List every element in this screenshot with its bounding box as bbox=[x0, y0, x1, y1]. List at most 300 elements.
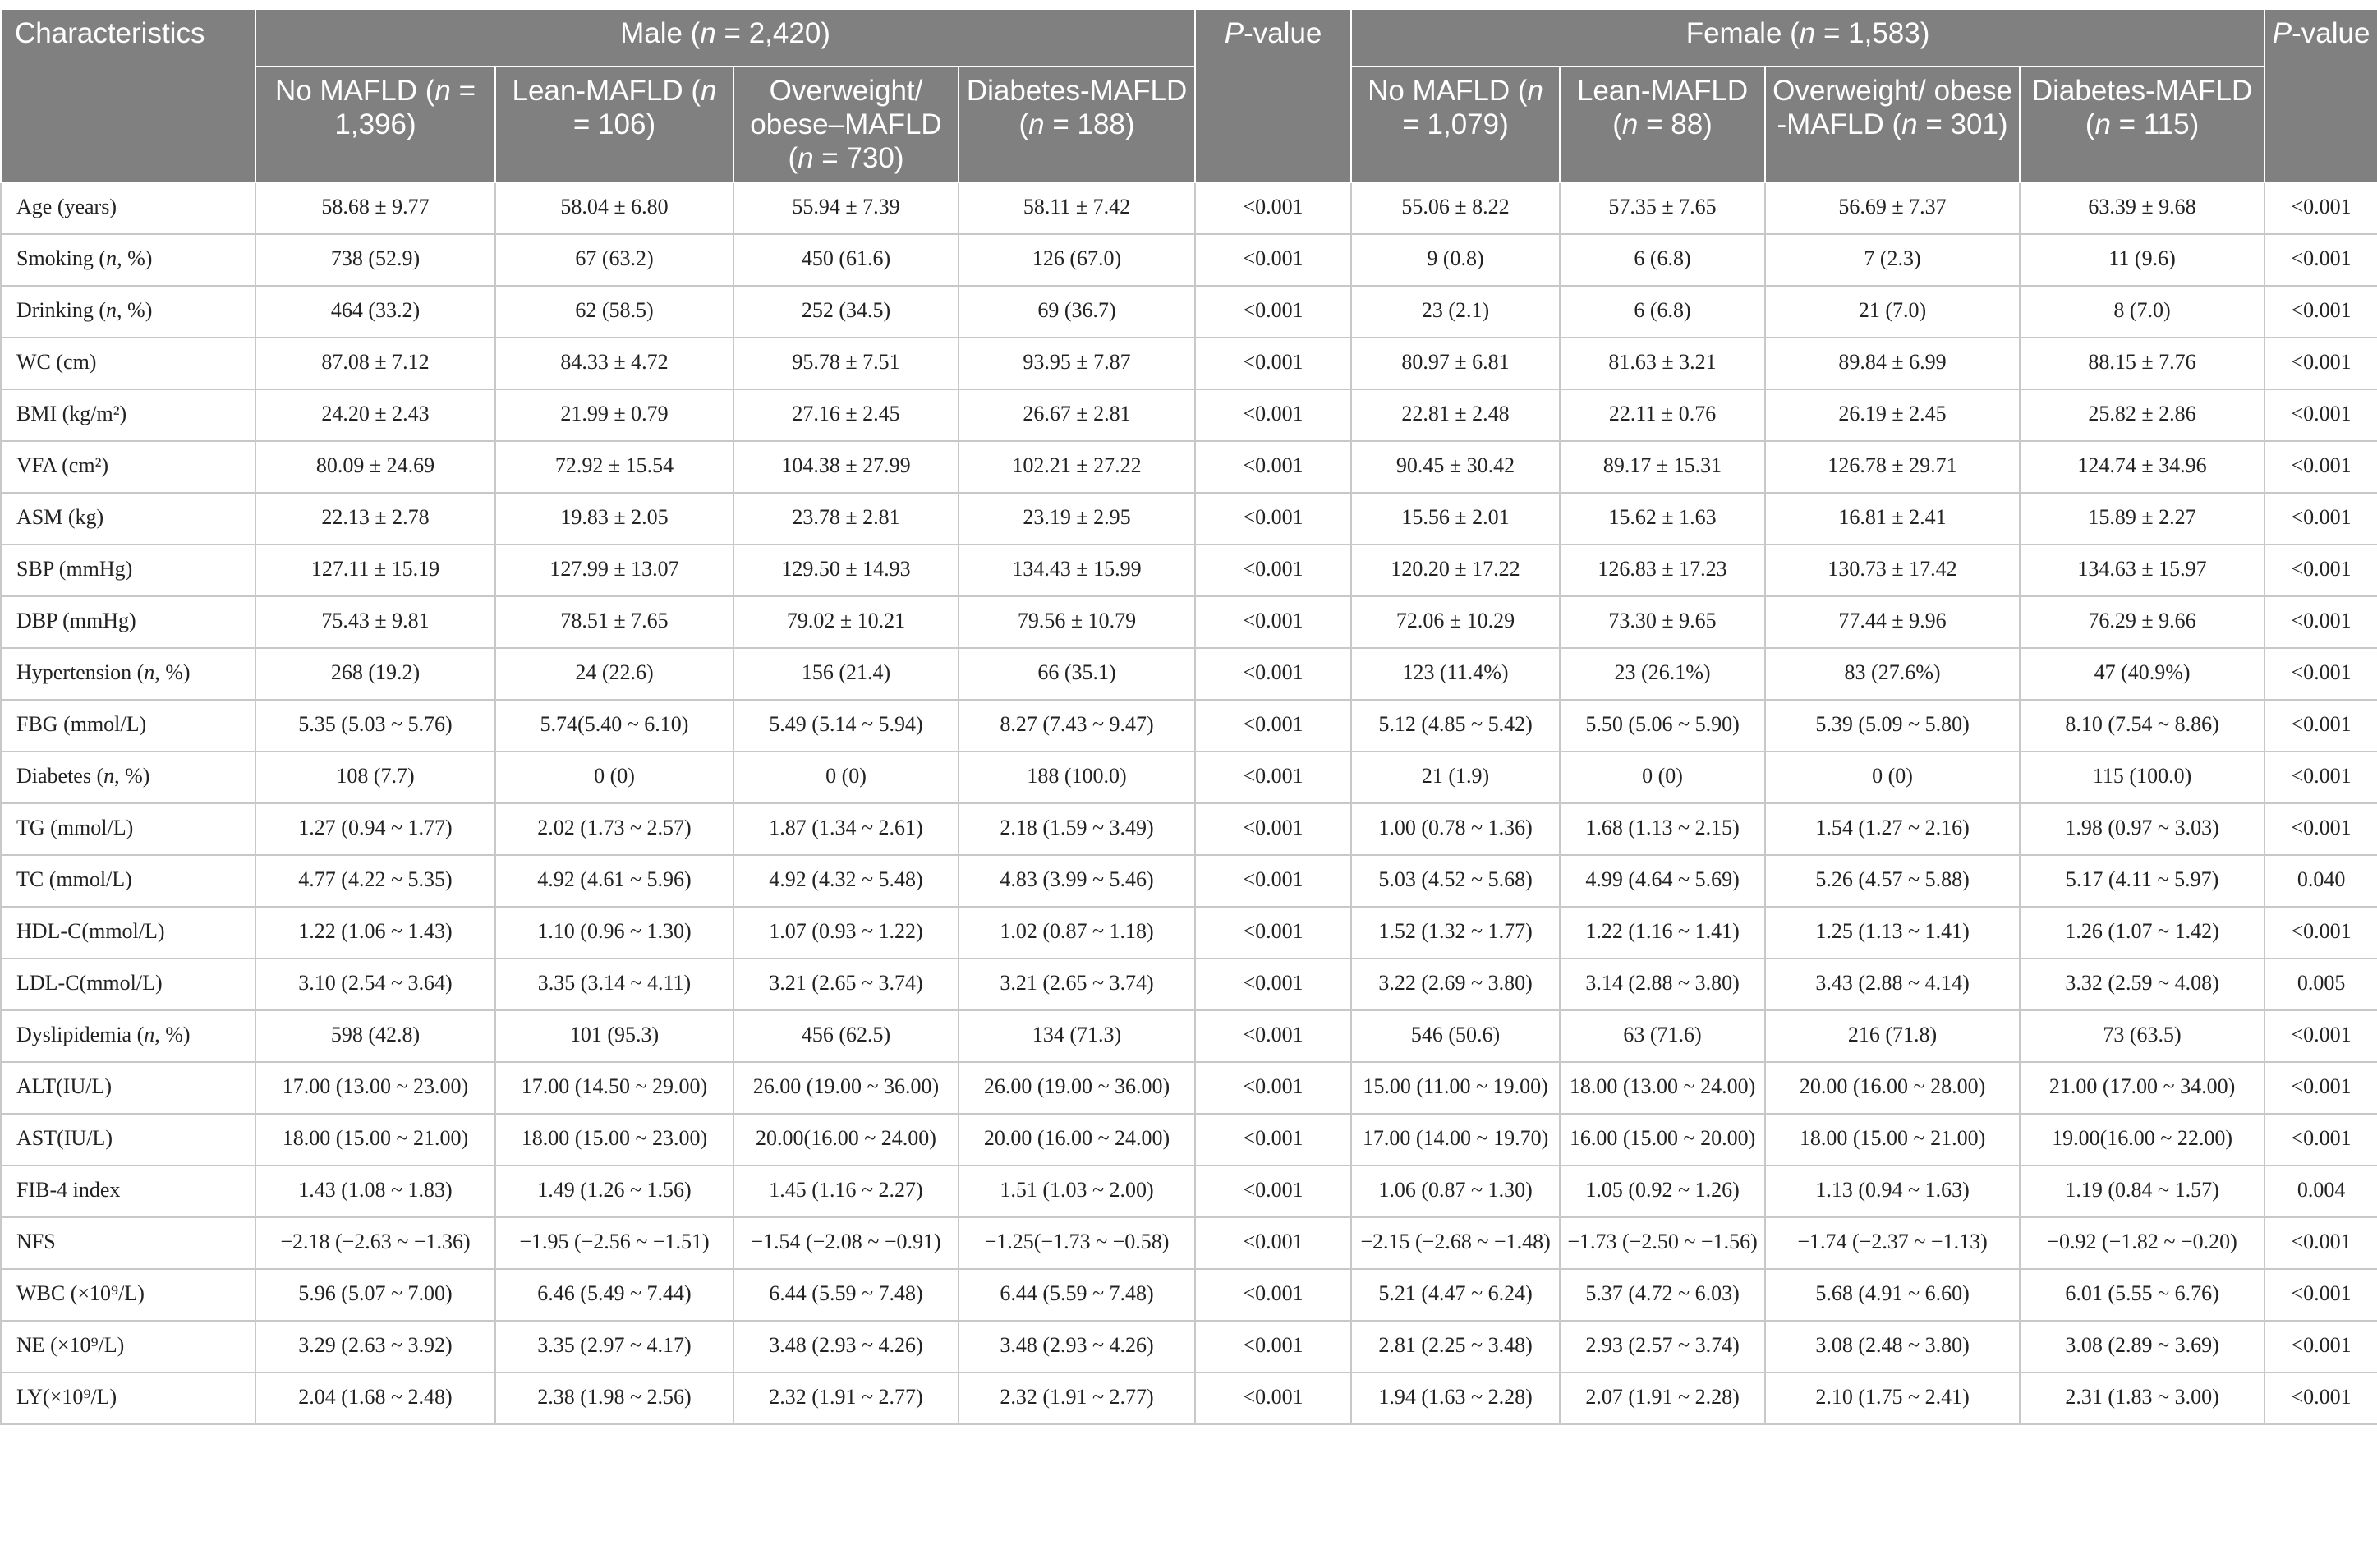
p-value-cell: <0.001 bbox=[1195, 855, 1351, 907]
table-cell: 20.00(16.00 ~ 24.00) bbox=[733, 1114, 959, 1166]
table-cell: 1.52 (1.32 ~ 1.77) bbox=[1351, 907, 1560, 959]
p-value-cell: <0.001 bbox=[1195, 648, 1351, 700]
table-row bbox=[1, 1062, 2377, 1114]
p-value-cell: <0.001 bbox=[2264, 545, 2377, 596]
table-cell: 18.00 (15.00 ~ 21.00) bbox=[1765, 1114, 2020, 1166]
table-cell: 5.49 (5.14 ~ 5.94) bbox=[733, 700, 959, 752]
p-value-cell: <0.001 bbox=[1195, 1010, 1351, 1062]
p-value-cell: <0.001 bbox=[1195, 389, 1351, 441]
table-cell: 83 (27.6%) bbox=[1765, 648, 2020, 700]
row-label: Diabetes (n, %) bbox=[1, 752, 255, 803]
row-label: WC (cm) bbox=[1, 338, 255, 389]
table-cell: 0 (0) bbox=[495, 752, 733, 803]
table-cell: 0 (0) bbox=[1560, 752, 1765, 803]
p-value-cell: <0.001 bbox=[2264, 389, 2377, 441]
header-female-no-mafld: No MAFLD (n = 1,079) bbox=[1351, 67, 1560, 182]
table-row bbox=[1, 648, 2377, 700]
table-cell: 90.45 ± 30.42 bbox=[1351, 441, 1560, 493]
table-cell: −1.74 (−2.37 ~ −1.13) bbox=[1765, 1217, 2020, 1269]
table-cell: 1.51 (1.03 ~ 2.00) bbox=[959, 1166, 1195, 1217]
table-cell: 1.00 (0.78 ~ 1.36) bbox=[1351, 803, 1560, 855]
table-row bbox=[1, 907, 2377, 959]
p-value-cell: 0.040 bbox=[2264, 855, 2377, 907]
table-cell: 2.32 (1.91 ~ 2.77) bbox=[733, 1373, 959, 1424]
table-cell: 23.19 ± 2.95 bbox=[959, 493, 1195, 545]
table-cell: 6.44 (5.59 ~ 7.48) bbox=[959, 1269, 1195, 1321]
header-p-value-male: P-value bbox=[1195, 9, 1351, 182]
table-row bbox=[1, 1114, 2377, 1166]
p-value-cell: <0.001 bbox=[2264, 338, 2377, 389]
table-cell: 115 (100.0) bbox=[2020, 752, 2264, 803]
table-cell: 11 (9.6) bbox=[2020, 234, 2264, 286]
table-cell: 58.11 ± 7.42 bbox=[959, 182, 1195, 234]
table-cell: 5.21 (4.47 ~ 6.24) bbox=[1351, 1269, 1560, 1321]
p-value-cell: <0.001 bbox=[1195, 286, 1351, 338]
header-male-overweight-mafld: Overweight/ obese–MAFLD (n = 730) bbox=[733, 67, 959, 182]
p-value-cell: <0.001 bbox=[2264, 441, 2377, 493]
p-value-cell: <0.001 bbox=[1195, 1217, 1351, 1269]
table-cell: 1.10 (0.96 ~ 1.30) bbox=[495, 907, 733, 959]
table-cell: 56.69 ± 7.37 bbox=[1765, 182, 2020, 234]
table-cell: 4.92 (4.32 ~ 5.48) bbox=[733, 855, 959, 907]
table-cell: 15.00 (11.00 ~ 19.00) bbox=[1351, 1062, 1560, 1114]
table-cell: 78.51 ± 7.65 bbox=[495, 596, 733, 648]
p-value-cell: <0.001 bbox=[2264, 700, 2377, 752]
table-cell: 5.96 (5.07 ~ 7.00) bbox=[255, 1269, 495, 1321]
table-cell: 21 (7.0) bbox=[1765, 286, 2020, 338]
table-cell: 15.56 ± 2.01 bbox=[1351, 493, 1560, 545]
p-value-cell: <0.001 bbox=[2264, 1269, 2377, 1321]
header-female-diabetes-mafld: Diabetes-MAFLD (n = 115) bbox=[2020, 67, 2264, 182]
table-cell: 24.20 ± 2.43 bbox=[255, 389, 495, 441]
header-characteristics: Characteristics bbox=[1, 9, 255, 182]
table-cell: 1.02 (0.87 ~ 1.18) bbox=[959, 907, 1195, 959]
table-cell: 72.92 ± 15.54 bbox=[495, 441, 733, 493]
header-female-lean-mafld: Lean-MAFLD (n = 88) bbox=[1560, 67, 1765, 182]
table-cell: 1.54 (1.27 ~ 2.16) bbox=[1765, 803, 2020, 855]
p-value-cell: <0.001 bbox=[2264, 752, 2377, 803]
table-cell: 18.00 (15.00 ~ 21.00) bbox=[255, 1114, 495, 1166]
p-value-cell: <0.001 bbox=[2264, 493, 2377, 545]
table-row bbox=[1, 493, 2377, 545]
table-cell: 6 (6.8) bbox=[1560, 234, 1765, 286]
table-cell: 26.00 (19.00 ~ 36.00) bbox=[959, 1062, 1195, 1114]
table-row bbox=[1, 182, 2377, 234]
row-label: Hypertension (n, %) bbox=[1, 648, 255, 700]
header-male-lean-mafld: Lean-MAFLD (n = 106) bbox=[495, 67, 733, 182]
table-cell: 450 (61.6) bbox=[733, 234, 959, 286]
table-cell: 3.35 (2.97 ~ 4.17) bbox=[495, 1321, 733, 1373]
table-cell: 127.11 ± 15.19 bbox=[255, 545, 495, 596]
table-cell: 1.27 (0.94 ~ 1.77) bbox=[255, 803, 495, 855]
table-cell: 1.87 (1.34 ~ 2.61) bbox=[733, 803, 959, 855]
table-cell: 108 (7.7) bbox=[255, 752, 495, 803]
table-row bbox=[1, 1269, 2377, 1321]
table-cell: −1.73 (−2.50 ~ −1.56) bbox=[1560, 1217, 1765, 1269]
p-value-cell: <0.001 bbox=[1195, 596, 1351, 648]
table-cell: 95.78 ± 7.51 bbox=[733, 338, 959, 389]
table-cell: 8 (7.0) bbox=[2020, 286, 2264, 338]
characteristics-table bbox=[0, 8, 2377, 1425]
table-cell: 3.08 (2.48 ~ 3.80) bbox=[1765, 1321, 2020, 1373]
p-value-cell: <0.001 bbox=[1195, 907, 1351, 959]
table-row bbox=[1, 700, 2377, 752]
table-cell: 58.68 ± 9.77 bbox=[255, 182, 495, 234]
row-label: FIB-4 index bbox=[1, 1166, 255, 1217]
table-cell: 6.01 (5.55 ~ 6.76) bbox=[2020, 1269, 2264, 1321]
table-cell: 5.39 (5.09 ~ 5.80) bbox=[1765, 700, 2020, 752]
row-label: SBP (mmHg) bbox=[1, 545, 255, 596]
table-cell: 130.73 ± 17.42 bbox=[1765, 545, 2020, 596]
p-value-cell: <0.001 bbox=[2264, 907, 2377, 959]
table-row bbox=[1, 389, 2377, 441]
table-cell: 79.02 ± 10.21 bbox=[733, 596, 959, 648]
table-cell: 2.18 (1.59 ~ 3.49) bbox=[959, 803, 1195, 855]
p-value-cell: 0.004 bbox=[2264, 1166, 2377, 1217]
table-cell: 7 (2.3) bbox=[1765, 234, 2020, 286]
table-cell: 80.09 ± 24.69 bbox=[255, 441, 495, 493]
header-p-value-female: P-value bbox=[2264, 9, 2377, 182]
table-cell: 5.12 (4.85 ~ 5.42) bbox=[1351, 700, 1560, 752]
table-cell: 26.67 ± 2.81 bbox=[959, 389, 1195, 441]
table-row bbox=[1, 596, 2377, 648]
table-cell: 4.99 (4.64 ~ 5.69) bbox=[1560, 855, 1765, 907]
table-cell: 21.99 ± 0.79 bbox=[495, 389, 733, 441]
table-cell: 3.10 (2.54 ~ 3.64) bbox=[255, 959, 495, 1010]
table-cell: 3.21 (2.65 ~ 3.74) bbox=[733, 959, 959, 1010]
table-cell: 9 (0.8) bbox=[1351, 234, 1560, 286]
table-cell: 598 (42.8) bbox=[255, 1010, 495, 1062]
table-cell: 1.68 (1.13 ~ 2.15) bbox=[1560, 803, 1765, 855]
table-cell: 16.00 (15.00 ~ 20.00) bbox=[1560, 1114, 1765, 1166]
table-cell: 17.00 (14.00 ~ 19.70) bbox=[1351, 1114, 1560, 1166]
table-cell: 1.19 (0.84 ~ 1.57) bbox=[2020, 1166, 2264, 1217]
table-cell: 464 (33.2) bbox=[255, 286, 495, 338]
table-cell: −1.25(−1.73 ~ −0.58) bbox=[959, 1217, 1195, 1269]
table-cell: −0.92 (−1.82 ~ −0.20) bbox=[2020, 1217, 2264, 1269]
table-cell: 3.08 (2.89 ~ 3.69) bbox=[2020, 1321, 2264, 1373]
p-value-cell: <0.001 bbox=[1195, 338, 1351, 389]
table-cell: 22.11 ± 0.76 bbox=[1560, 389, 1765, 441]
table-cell: 89.17 ± 15.31 bbox=[1560, 441, 1765, 493]
table-row bbox=[1, 1373, 2377, 1424]
table-cell: 104.38 ± 27.99 bbox=[733, 441, 959, 493]
table-cell: 134 (71.3) bbox=[959, 1010, 1195, 1062]
table-cell: 57.35 ± 7.65 bbox=[1560, 182, 1765, 234]
table-cell: 25.82 ± 2.86 bbox=[2020, 389, 2264, 441]
table-cell: 8.10 (7.54 ~ 8.86) bbox=[2020, 700, 2264, 752]
table-cell: 1.22 (1.06 ~ 1.43) bbox=[255, 907, 495, 959]
table-cell: 216 (71.8) bbox=[1765, 1010, 2020, 1062]
table-cell: 0 (0) bbox=[733, 752, 959, 803]
p-value-cell: <0.001 bbox=[1195, 1321, 1351, 1373]
table-cell: 88.15 ± 7.76 bbox=[2020, 338, 2264, 389]
p-value-cell: <0.001 bbox=[1195, 1062, 1351, 1114]
table-cell: 456 (62.5) bbox=[733, 1010, 959, 1062]
table-cell: 5.35 (5.03 ~ 5.76) bbox=[255, 700, 495, 752]
table-cell: 8.27 (7.43 ~ 9.47) bbox=[959, 700, 1195, 752]
p-value-cell: <0.001 bbox=[2264, 596, 2377, 648]
p-value-cell: <0.001 bbox=[1195, 959, 1351, 1010]
table-cell: 23 (2.1) bbox=[1351, 286, 1560, 338]
table-cell: 73.30 ± 9.65 bbox=[1560, 596, 1765, 648]
table-cell: 188 (100.0) bbox=[959, 752, 1195, 803]
table-cell: 268 (19.2) bbox=[255, 648, 495, 700]
table-row bbox=[1, 545, 2377, 596]
table-cell: 5.50 (5.06 ~ 5.90) bbox=[1560, 700, 1765, 752]
p-value-cell: <0.001 bbox=[2264, 1062, 2377, 1114]
table-row bbox=[1, 959, 2377, 1010]
table-cell: −1.95 (−2.56 ~ −1.51) bbox=[495, 1217, 733, 1269]
table-cell: 26.00 (19.00 ~ 36.00) bbox=[733, 1062, 959, 1114]
table-cell: 89.84 ± 6.99 bbox=[1765, 338, 2020, 389]
p-value-cell: <0.001 bbox=[2264, 1373, 2377, 1424]
row-label: Dyslipidemia (n, %) bbox=[1, 1010, 255, 1062]
table-cell: 127.99 ± 13.07 bbox=[495, 545, 733, 596]
table-cell: 3.48 (2.93 ~ 4.26) bbox=[733, 1321, 959, 1373]
table-cell: 4.83 (3.99 ~ 5.46) bbox=[959, 855, 1195, 907]
table-cell: 5.74(5.40 ~ 6.10) bbox=[495, 700, 733, 752]
table-cell: 3.35 (3.14 ~ 4.11) bbox=[495, 959, 733, 1010]
table-cell: 5.03 (4.52 ~ 5.68) bbox=[1351, 855, 1560, 907]
table-cell: 102.21 ± 27.22 bbox=[959, 441, 1195, 493]
table-cell: 55.06 ± 8.22 bbox=[1351, 182, 1560, 234]
p-value-cell: <0.001 bbox=[1195, 1166, 1351, 1217]
table-cell: 5.68 (4.91 ~ 6.60) bbox=[1765, 1269, 2020, 1321]
table-cell: 0 (0) bbox=[1765, 752, 2020, 803]
table-cell: 1.98 (0.97 ~ 3.03) bbox=[2020, 803, 2264, 855]
table-cell: 126 (67.0) bbox=[959, 234, 1195, 286]
table-row bbox=[1, 855, 2377, 907]
table-row bbox=[1, 234, 2377, 286]
table-cell: 15.89 ± 2.27 bbox=[2020, 493, 2264, 545]
row-label: LY(×10⁹/L) bbox=[1, 1373, 255, 1424]
table-cell: 3.43 (2.88 ~ 4.14) bbox=[1765, 959, 2020, 1010]
table-cell: 1.49 (1.26 ~ 1.56) bbox=[495, 1166, 733, 1217]
row-label: DBP (mmHg) bbox=[1, 596, 255, 648]
p-value-cell: <0.001 bbox=[1195, 441, 1351, 493]
p-value-cell: <0.001 bbox=[2264, 648, 2377, 700]
table-cell: 22.81 ± 2.48 bbox=[1351, 389, 1560, 441]
table-header bbox=[1, 9, 2377, 182]
table-cell: 3.29 (2.63 ~ 3.92) bbox=[255, 1321, 495, 1373]
table-cell: 546 (50.6) bbox=[1351, 1010, 1560, 1062]
p-value-cell: <0.001 bbox=[2264, 234, 2377, 286]
table-cell: 1.07 (0.93 ~ 1.22) bbox=[733, 907, 959, 959]
row-label: TG (mmol/L) bbox=[1, 803, 255, 855]
table-cell: 1.25 (1.13 ~ 1.41) bbox=[1765, 907, 2020, 959]
table-cell: 2.04 (1.68 ~ 2.48) bbox=[255, 1373, 495, 1424]
table-row bbox=[1, 1217, 2377, 1269]
table-cell: 3.32 (2.59 ~ 4.08) bbox=[2020, 959, 2264, 1010]
table-cell: 23 (26.1%) bbox=[1560, 648, 1765, 700]
p-value-cell: <0.001 bbox=[1195, 1373, 1351, 1424]
table-cell: 1.06 (0.87 ~ 1.30) bbox=[1351, 1166, 1560, 1217]
table-cell: 79.56 ± 10.79 bbox=[959, 596, 1195, 648]
p-value-cell: <0.001 bbox=[2264, 803, 2377, 855]
table-cell: 156 (21.4) bbox=[733, 648, 959, 700]
p-value-cell: <0.001 bbox=[2264, 1321, 2377, 1373]
table-cell: 1.05 (0.92 ~ 1.26) bbox=[1560, 1166, 1765, 1217]
p-value-cell: <0.001 bbox=[1195, 234, 1351, 286]
row-label: BMI (kg/m²) bbox=[1, 389, 255, 441]
table-cell: 134.43 ± 15.99 bbox=[959, 545, 1195, 596]
table-cell: 22.13 ± 2.78 bbox=[255, 493, 495, 545]
row-label: TC (mmol/L) bbox=[1, 855, 255, 907]
table-cell: 6 (6.8) bbox=[1560, 286, 1765, 338]
table-cell: 17.00 (14.50 ~ 29.00) bbox=[495, 1062, 733, 1114]
table-row bbox=[1, 1321, 2377, 1373]
table-row bbox=[1, 1166, 2377, 1217]
table-cell: 18.00 (13.00 ~ 24.00) bbox=[1560, 1062, 1765, 1114]
table-cell: 1.26 (1.07 ~ 1.42) bbox=[2020, 907, 2264, 959]
table-cell: 5.26 (4.57 ~ 5.88) bbox=[1765, 855, 2020, 907]
header-male-no-mafld: No MAFLD (n = 1,396) bbox=[255, 67, 495, 182]
p-value-cell: <0.001 bbox=[2264, 286, 2377, 338]
table-cell: 1.94 (1.63 ~ 2.28) bbox=[1351, 1373, 1560, 1424]
row-label: ALT(IU/L) bbox=[1, 1062, 255, 1114]
table-cell: 126.83 ± 17.23 bbox=[1560, 545, 1765, 596]
row-label: NFS bbox=[1, 1217, 255, 1269]
table-cell: 84.33 ± 4.72 bbox=[495, 338, 733, 389]
table-cell: 6.44 (5.59 ~ 7.48) bbox=[733, 1269, 959, 1321]
table-cell: 67 (63.2) bbox=[495, 234, 733, 286]
table-cell: 1.13 (0.94 ~ 1.63) bbox=[1765, 1166, 2020, 1217]
p-value-cell: <0.001 bbox=[1195, 182, 1351, 234]
table-cell: 123 (11.4%) bbox=[1351, 648, 1560, 700]
p-value-cell: <0.001 bbox=[2264, 1010, 2377, 1062]
table-cell: 4.77 (4.22 ~ 5.35) bbox=[255, 855, 495, 907]
table-cell: 20.00 (16.00 ~ 24.00) bbox=[959, 1114, 1195, 1166]
table-row bbox=[1, 1010, 2377, 1062]
row-label: NE (×10⁹/L) bbox=[1, 1321, 255, 1373]
header-male-group: Male (n = 2,420) bbox=[255, 9, 1195, 67]
row-label: HDL-C(mmol/L) bbox=[1, 907, 255, 959]
row-label: LDL-C(mmol/L) bbox=[1, 959, 255, 1010]
table-cell: 66 (35.1) bbox=[959, 648, 1195, 700]
row-label: VFA (cm²) bbox=[1, 441, 255, 493]
table-row bbox=[1, 286, 2377, 338]
table-cell: 4.92 (4.61 ~ 5.96) bbox=[495, 855, 733, 907]
table-cell: −2.15 (−2.68 ~ −1.48) bbox=[1351, 1217, 1560, 1269]
p-value-cell: 0.005 bbox=[2264, 959, 2377, 1010]
table-cell: 73 (63.5) bbox=[2020, 1010, 2264, 1062]
p-value-cell: <0.001 bbox=[1195, 493, 1351, 545]
table-cell: 134.63 ± 15.97 bbox=[2020, 545, 2264, 596]
table-row bbox=[1, 752, 2377, 803]
p-value-cell: <0.001 bbox=[2264, 1217, 2377, 1269]
table-cell: 1.45 (1.16 ~ 2.27) bbox=[733, 1166, 959, 1217]
table-cell: 2.10 (1.75 ~ 2.41) bbox=[1765, 1373, 2020, 1424]
row-label: AST(IU/L) bbox=[1, 1114, 255, 1166]
table-cell: 75.43 ± 9.81 bbox=[255, 596, 495, 648]
p-value-cell: <0.001 bbox=[1195, 752, 1351, 803]
table-cell: 1.43 (1.08 ~ 1.83) bbox=[255, 1166, 495, 1217]
header-male-diabetes-mafld: Diabetes-MAFLD (n = 188) bbox=[959, 67, 1195, 182]
table-cell: 6.46 (5.49 ~ 7.44) bbox=[495, 1269, 733, 1321]
table-cell: 63 (71.6) bbox=[1560, 1010, 1765, 1062]
table-cell: 1.22 (1.16 ~ 1.41) bbox=[1560, 907, 1765, 959]
table-cell: 19.00(16.00 ~ 22.00) bbox=[2020, 1114, 2264, 1166]
header-female-group: Female (n = 1,583) bbox=[1351, 9, 2264, 67]
table-cell: 2.07 (1.91 ~ 2.28) bbox=[1560, 1373, 1765, 1424]
table-cell: 76.29 ± 9.66 bbox=[2020, 596, 2264, 648]
table-cell: 738 (52.9) bbox=[255, 234, 495, 286]
table-body bbox=[1, 182, 2377, 1424]
table-cell: 19.83 ± 2.05 bbox=[495, 493, 733, 545]
table-cell: 27.16 ± 2.45 bbox=[733, 389, 959, 441]
table-cell: 69 (36.7) bbox=[959, 286, 1195, 338]
table-cell: 93.95 ± 7.87 bbox=[959, 338, 1195, 389]
table-cell: 16.81 ± 2.41 bbox=[1765, 493, 2020, 545]
table-cell: 17.00 (13.00 ~ 23.00) bbox=[255, 1062, 495, 1114]
table-row bbox=[1, 338, 2377, 389]
table-cell: 101 (95.3) bbox=[495, 1010, 733, 1062]
table-cell: 3.22 (2.69 ~ 3.80) bbox=[1351, 959, 1560, 1010]
table-cell: 58.04 ± 6.80 bbox=[495, 182, 733, 234]
row-label: Drinking (n, %) bbox=[1, 286, 255, 338]
table-cell: 252 (34.5) bbox=[733, 286, 959, 338]
table-cell: 129.50 ± 14.93 bbox=[733, 545, 959, 596]
table-cell: 15.62 ± 1.63 bbox=[1560, 493, 1765, 545]
table-cell: 23.78 ± 2.81 bbox=[733, 493, 959, 545]
table-cell: 47 (40.9%) bbox=[2020, 648, 2264, 700]
table-cell: 124.74 ± 34.96 bbox=[2020, 441, 2264, 493]
p-value-cell: <0.001 bbox=[1195, 545, 1351, 596]
table-cell: 3.21 (2.65 ~ 3.74) bbox=[959, 959, 1195, 1010]
table-cell: 20.00 (16.00 ~ 28.00) bbox=[1765, 1062, 2020, 1114]
table-cell: 2.02 (1.73 ~ 2.57) bbox=[495, 803, 733, 855]
table-row bbox=[1, 441, 2377, 493]
table-cell: 2.81 (2.25 ~ 3.48) bbox=[1351, 1321, 1560, 1373]
table-cell: 3.48 (2.93 ~ 4.26) bbox=[959, 1321, 1195, 1373]
row-label: FBG (mmol/L) bbox=[1, 700, 255, 752]
p-value-cell: <0.001 bbox=[1195, 803, 1351, 855]
p-value-cell: <0.001 bbox=[1195, 1269, 1351, 1321]
table-cell: −1.54 (−2.08 ~ −0.91) bbox=[733, 1217, 959, 1269]
table-cell: 26.19 ± 2.45 bbox=[1765, 389, 2020, 441]
table-cell: 21.00 (17.00 ~ 34.00) bbox=[2020, 1062, 2264, 1114]
table-cell: 72.06 ± 10.29 bbox=[1351, 596, 1560, 648]
table-cell: 80.97 ± 6.81 bbox=[1351, 338, 1560, 389]
row-label: WBC (×10⁹/L) bbox=[1, 1269, 255, 1321]
table-cell: 2.31 (1.83 ~ 3.00) bbox=[2020, 1373, 2264, 1424]
table-cell: 63.39 ± 9.68 bbox=[2020, 182, 2264, 234]
table-cell: 2.93 (2.57 ~ 3.74) bbox=[1560, 1321, 1765, 1373]
p-value-cell: <0.001 bbox=[2264, 1114, 2377, 1166]
table-cell: 81.63 ± 3.21 bbox=[1560, 338, 1765, 389]
table-cell: 87.08 ± 7.12 bbox=[255, 338, 495, 389]
table-row bbox=[1, 803, 2377, 855]
table-cell: 126.78 ± 29.71 bbox=[1765, 441, 2020, 493]
table-cell: 2.38 (1.98 ~ 2.56) bbox=[495, 1373, 733, 1424]
table-cell: −2.18 (−2.63 ~ −1.36) bbox=[255, 1217, 495, 1269]
table-cell: 5.37 (4.72 ~ 6.03) bbox=[1560, 1269, 1765, 1321]
header-female-overweight-mafld: Overweight/ obese -MAFLD (n = 301) bbox=[1765, 67, 2020, 182]
table-cell: 24 (22.6) bbox=[495, 648, 733, 700]
p-value-cell: <0.001 bbox=[1195, 1114, 1351, 1166]
row-label: Age (years) bbox=[1, 182, 255, 234]
table-cell: 62 (58.5) bbox=[495, 286, 733, 338]
table-cell: 18.00 (15.00 ~ 23.00) bbox=[495, 1114, 733, 1166]
row-label: Smoking (n, %) bbox=[1, 234, 255, 286]
p-value-cell: <0.001 bbox=[2264, 182, 2377, 234]
p-value-cell: <0.001 bbox=[1195, 700, 1351, 752]
table-cell: 55.94 ± 7.39 bbox=[733, 182, 959, 234]
table-cell: 2.32 (1.91 ~ 2.77) bbox=[959, 1373, 1195, 1424]
row-label: ASM (kg) bbox=[1, 493, 255, 545]
table-cell: 21 (1.9) bbox=[1351, 752, 1560, 803]
